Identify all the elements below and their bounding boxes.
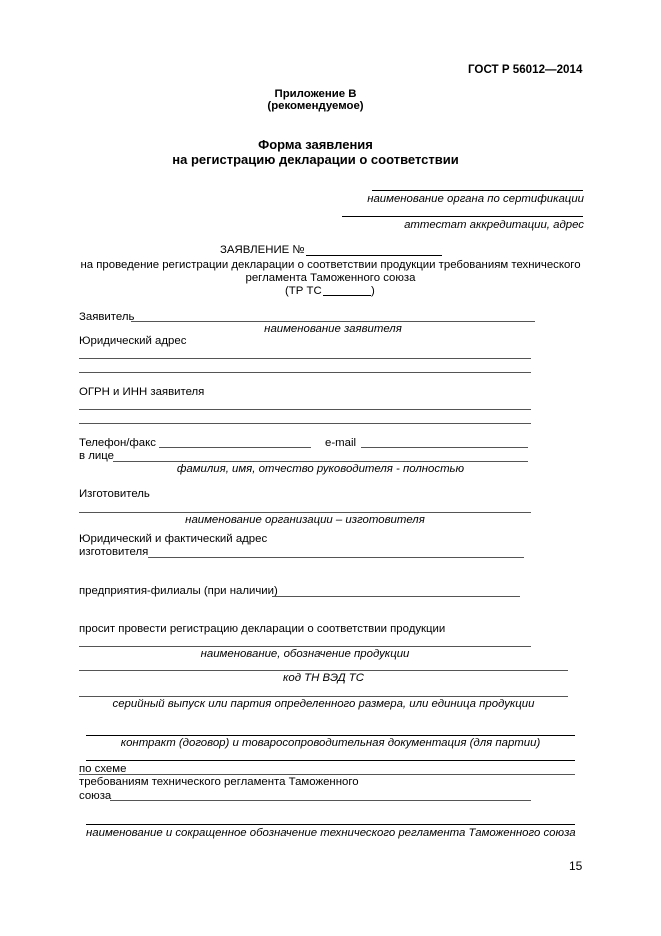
branches-label: предприятия-филиалы (при наличии) [79, 585, 278, 597]
request-text: просит провести регистрацию декларации о соответствии продукции [79, 623, 446, 635]
statement-line3-suffix: ) [371, 285, 375, 297]
accreditation-caption: аттестат аккредитации, адрес [404, 219, 584, 231]
product-caption: наименование, обозначение продукции [200, 648, 410, 660]
statement-line3-prefix: (ТР ТС [285, 285, 322, 297]
applicant-label: Заявитель [79, 311, 135, 323]
appendix-subtitle: (рекомендуемое) [267, 100, 364, 112]
ogrn-label: ОГРН и ИНН заявителя [79, 386, 205, 398]
legal-address-line1 [79, 358, 531, 359]
standard-code: ГОСТ Р 56012—2014 [468, 63, 583, 76]
regulation-caption: наименование и сокращенное обозначение технического регламента Таможенного союза [86, 827, 576, 839]
tr-ts-number-line [323, 295, 371, 296]
scheme-label: по схеме [79, 763, 127, 775]
statement-line1: на проведение регистрации декларации о соответствии продукции требованиям технического [80, 259, 581, 271]
regulation-name-line [86, 824, 575, 825]
appendix-title: Приложение В [274, 88, 357, 100]
mfr-address-label-line2: изготовителя [79, 546, 149, 558]
regulation-label-line1: требованиям технического регламента Таможенного [79, 776, 359, 788]
phone-label: Телефон/факс [79, 437, 156, 449]
legal-address-label: Юридический адрес [79, 335, 187, 347]
batch-caption: серийный выпуск или партия определенного размера, или единица продукции [112, 698, 535, 710]
form-title-line1: Форма заявления [258, 137, 373, 152]
mfr-address-line [148, 557, 524, 558]
person-label: в лице [79, 450, 114, 462]
phone-line [159, 447, 311, 448]
legal-address-line2 [79, 372, 531, 373]
regulation-line [110, 800, 531, 801]
accreditation-line [342, 216, 583, 217]
page-number: 15 [569, 859, 583, 873]
contract-line2 [86, 760, 575, 761]
branches-line [272, 596, 520, 597]
contract-caption: контракт (договор) и товаросопроводительная документация (для партии) [120, 737, 541, 749]
statement-number-line [306, 255, 442, 256]
applicant-caption: наименование заявителя [264, 323, 402, 335]
cert-body-caption: наименование органа по сертификации [367, 193, 584, 205]
manufacturer-caption: наименование организации – изготовителя [185, 514, 425, 526]
person-caption: фамилия, имя, отчество руководителя - полностью [176, 463, 465, 475]
email-label: e-mail [325, 437, 357, 449]
mfr-address-label-line1: Юридический и фактический адрес [79, 533, 268, 545]
tnved-caption: код ТН ВЭД ТС [282, 672, 364, 684]
ogrn-line1 [79, 409, 531, 410]
form-title-line2: на регистрацию декларации о соответствии [172, 152, 459, 167]
manufacturer-label: Изготовитель [79, 488, 150, 500]
statement-number-label: ЗАЯВЛЕНИЕ № [220, 244, 305, 256]
statement-line2: регламента Таможенного союза [245, 272, 416, 284]
email-line [361, 447, 528, 448]
regulation-label-line2: союза [79, 790, 112, 802]
ogrn-line2 [79, 423, 531, 424]
cert-body-line [372, 190, 583, 191]
